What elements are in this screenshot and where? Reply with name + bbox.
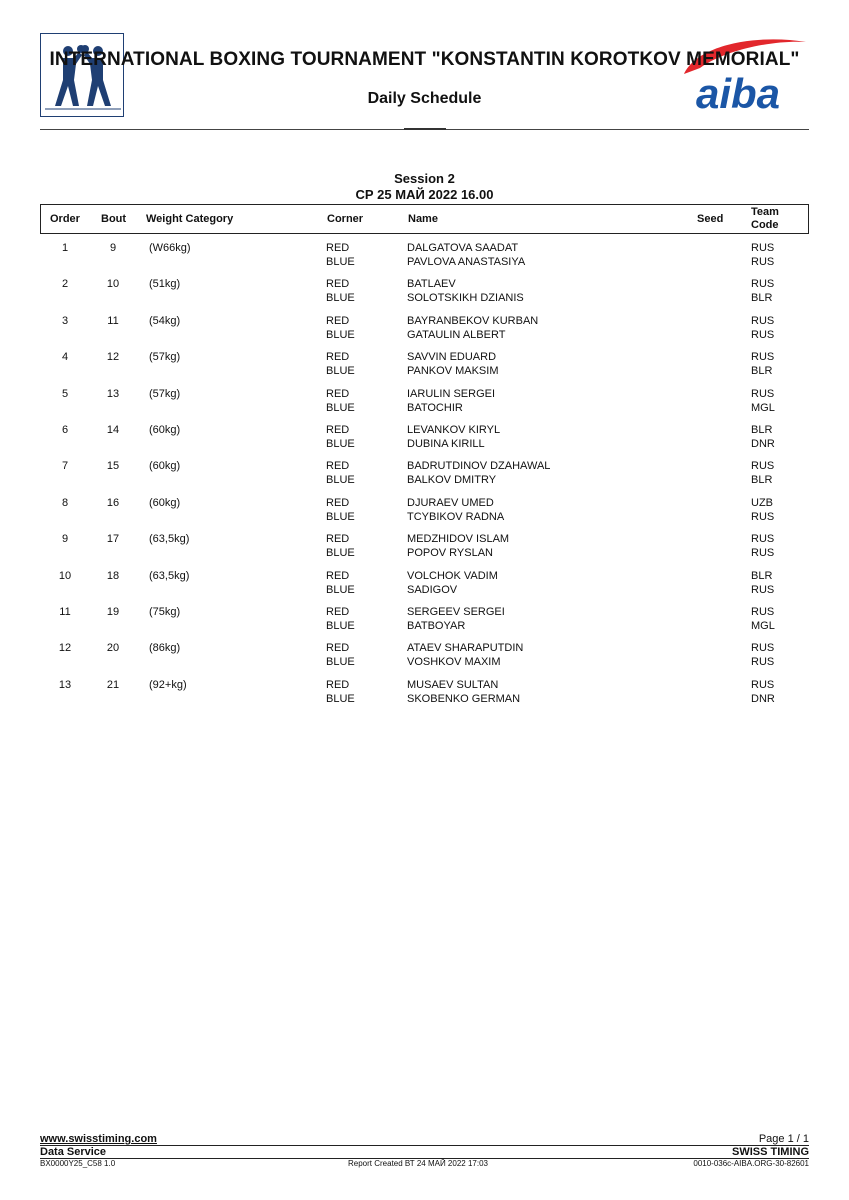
red-boxer-name: MUSAEV SULTAN — [407, 678, 499, 691]
table-row — [40, 350, 809, 386]
red-corner-label: RED — [326, 314, 350, 327]
table-row — [40, 569, 809, 605]
blue-team-code: DNR — [751, 692, 775, 705]
blue-corner-label: BLUE — [326, 547, 355, 560]
weight-category: (60kg) — [149, 423, 181, 436]
aiba-logo-text: aiba — [696, 70, 781, 114]
table-row — [40, 277, 809, 313]
blue-corner-label: BLUE — [326, 692, 355, 705]
page-subtitle: Daily Schedule — [367, 90, 482, 107]
bout-number: 19 — [106, 605, 120, 618]
blue-team-code: RUS — [751, 328, 775, 341]
blue-boxer-name: POPOV RYSLAN — [407, 547, 493, 560]
red-boxer-name: BATLAEV — [407, 278, 456, 291]
table-row — [40, 605, 809, 641]
red-corner-label: RED — [326, 387, 350, 400]
bout-number: 17 — [106, 533, 120, 546]
bout-order: 3 — [61, 314, 69, 327]
bout-order: 11 — [59, 605, 71, 618]
red-boxer-name: ATAEV SHARAPUTDIN — [407, 642, 524, 655]
weight-category: (W66kg) — [149, 242, 191, 254]
bout-number: 12 — [106, 351, 120, 364]
red-boxer-name: SAVVIN EDUARD — [407, 351, 497, 364]
table-row — [40, 241, 809, 277]
weight-category: (75kg) — [149, 605, 181, 618]
blue-corner-label: BLUE — [326, 510, 355, 523]
blue-corner-label: BLUE — [326, 365, 355, 378]
red-team-code: RUS — [751, 642, 775, 655]
bout-order: 2 — [61, 278, 69, 291]
blue-corner-label: BLUE — [326, 583, 355, 596]
blue-boxer-name: BATOCHIR — [407, 401, 463, 414]
footer-brand: SWISS TIMING — [732, 1146, 809, 1158]
bout-order: 13 — [58, 678, 72, 691]
footer-reference: 0010-036c-AIBA.ORG-30-82601 — [693, 1159, 809, 1168]
blue-corner-label: BLUE — [326, 619, 355, 632]
blue-team-code: DNR — [751, 437, 775, 450]
weight-category: (63,5kg) — [149, 533, 190, 546]
red-team-code: RUS — [751, 387, 775, 400]
blue-boxer-name: DUBINA KIRILL — [407, 437, 485, 450]
table-row — [40, 532, 809, 568]
column-team-label: Team — [751, 206, 779, 218]
blue-boxer-name: SOLOTSKIKH DZIANIS — [407, 292, 524, 305]
blue-corner-label: BLUE — [326, 401, 355, 414]
blue-team-code: RUS — [751, 656, 775, 669]
red-corner-label: RED — [326, 533, 350, 546]
footer-page-number: Page 1 / 1 — [758, 1133, 809, 1145]
blue-corner-label: BLUE — [326, 292, 355, 305]
blue-team-code: BLR — [751, 365, 773, 378]
red-boxer-name: BADRUTDINOV DZAHAWAL — [407, 460, 551, 473]
blue-boxer-name: GATAULIN ALBERT — [407, 328, 506, 341]
bout-number: 9 — [109, 242, 117, 254]
weight-category: (51kg) — [149, 278, 181, 291]
column-code-label: Code — [751, 219, 779, 231]
bout-number: 10 — [106, 278, 120, 291]
blue-team-code: RUS — [751, 583, 775, 596]
weight-category: (60kg) — [149, 460, 181, 473]
weight-category: (63,5kg) — [149, 569, 190, 582]
column-weight-category: Weight Category — [146, 213, 234, 225]
blue-boxer-name: SADIGOV — [407, 583, 458, 596]
red-team-code: UZB — [751, 496, 773, 509]
blue-team-code: BLR — [751, 474, 773, 487]
red-team-code: RUS — [751, 278, 775, 291]
bout-order: 12 — [58, 642, 72, 655]
bout-order: 10 — [58, 569, 72, 582]
blue-corner-label: BLUE — [326, 656, 355, 669]
red-corner-label: RED — [326, 496, 350, 509]
red-team-code: RUS — [751, 351, 775, 364]
red-corner-label: RED — [326, 678, 350, 691]
blue-boxer-name: VOSHKOV MAXIM — [407, 656, 501, 669]
bout-number: 13 — [106, 387, 120, 400]
bout-order: 6 — [61, 423, 69, 436]
red-boxer-name: LEVANKOV KIRYL — [407, 423, 501, 436]
red-team-code: BLR — [751, 423, 773, 436]
session-heading — [0, 171, 849, 203]
footer-service: Data Service — [40, 1146, 107, 1158]
red-corner-label: RED — [326, 569, 350, 582]
table-row — [40, 423, 809, 459]
red-corner-label: RED — [326, 351, 350, 364]
footer-url-link[interactable]: www.swisstiming.com — [40, 1133, 157, 1145]
session-datetime: СР 25 МАЙ 2022 16.00 — [355, 187, 494, 202]
column-name: Name — [408, 213, 438, 225]
red-team-code: BLR — [751, 569, 773, 582]
blue-corner-label: BLUE — [326, 474, 355, 487]
blue-boxer-name: TCYBIKOV RADNA — [407, 510, 505, 523]
weight-category: (92+kg) — [149, 678, 187, 691]
red-team-code: RUS — [751, 314, 775, 327]
weight-category: (57kg) — [149, 387, 181, 400]
weight-category: (57kg) — [149, 351, 181, 364]
red-team-code: RUS — [751, 605, 775, 618]
red-team-code: RUS — [751, 678, 775, 691]
table-row — [40, 314, 809, 350]
column-seed: Seed — [697, 213, 724, 225]
red-corner-label: RED — [326, 423, 350, 436]
bout-table — [40, 241, 809, 714]
blue-boxer-name: SKOBENKO GERMAN — [407, 692, 521, 705]
blue-team-code: BLR — [751, 292, 773, 305]
column-corner: Corner — [327, 213, 364, 225]
blue-team-code: RUS — [751, 547, 775, 560]
red-team-code: RUS — [751, 242, 775, 254]
bout-order: 8 — [61, 496, 69, 509]
blue-team-code: RUS — [751, 256, 775, 268]
blue-corner-label: BLUE — [326, 328, 355, 341]
table-row — [40, 459, 809, 495]
bout-number: 18 — [106, 569, 120, 582]
column-order: Order — [50, 213, 80, 225]
red-boxer-name: IARULIN SERGEI — [407, 387, 496, 400]
bout-number: 11 — [107, 314, 119, 327]
red-corner-label: RED — [326, 242, 350, 254]
red-corner-label: RED — [326, 605, 350, 618]
table-row — [40, 387, 809, 423]
blue-team-code: RUS — [751, 510, 775, 523]
weight-category: (86kg) — [149, 642, 181, 655]
red-boxer-name: SERGEEV SERGEI — [407, 605, 505, 618]
table-row — [40, 678, 809, 714]
red-boxer-name: VOLCHOK VADIM — [407, 569, 498, 582]
red-boxer-name: DJURAEV UMED — [407, 496, 494, 509]
weight-category: (60kg) — [149, 496, 181, 509]
red-boxer-name: DALGATOVA SAADAT — [407, 242, 519, 254]
blue-team-code: MGL — [751, 619, 775, 632]
bout-order: 7 — [61, 460, 69, 473]
bout-order: 5 — [61, 387, 69, 400]
footer-report-code: BX0000Y25_C58 1.0 — [40, 1159, 116, 1168]
session-name: Session 2 — [394, 171, 455, 186]
bout-order: 1 — [61, 242, 69, 254]
blue-boxer-name: PANKOV MAKSIM — [407, 365, 499, 378]
header-divider-accent — [404, 128, 446, 130]
blue-boxer-name: BATBOYAR — [407, 619, 466, 632]
red-boxer-name: MEDZHIDOV ISLAM — [407, 533, 510, 546]
bout-order: 4 — [61, 351, 69, 364]
red-team-code: RUS — [751, 533, 775, 546]
red-corner-label: RED — [326, 460, 350, 473]
table-header — [40, 204, 809, 234]
column-team-code — [751, 206, 779, 232]
red-corner-label: RED — [326, 642, 350, 655]
table-row — [40, 641, 809, 677]
bout-number: 15 — [106, 460, 120, 473]
weight-category: (54kg) — [149, 314, 181, 327]
red-team-code: RUS — [751, 460, 775, 473]
blue-boxer-name: BALKOV DMITRY — [407, 474, 497, 487]
red-boxer-name: BAYRANBEKOV KURBAN — [407, 314, 539, 327]
bout-order: 9 — [61, 533, 69, 546]
footer-report-created: Report Created ВТ 24 МАЙ 2022 17:03 — [348, 1159, 488, 1168]
blue-corner-label: BLUE — [326, 256, 355, 268]
red-corner-label: RED — [326, 278, 350, 291]
table-row — [40, 496, 809, 532]
column-bout: Bout — [101, 213, 127, 225]
footer-divider — [40, 1145, 809, 1146]
page-title: INTERNATIONAL BOXING TOURNAMENT "KONSTANTIN KOROTKOV MEMORIAL" — [49, 49, 800, 70]
blue-boxer-name: PAVLOVA ANASTASIYA — [407, 256, 526, 268]
blue-corner-label: BLUE — [326, 437, 355, 450]
blue-team-code: MGL — [751, 401, 775, 414]
bout-number: 14 — [106, 423, 120, 436]
bout-number: 21 — [106, 678, 120, 691]
bout-number: 16 — [106, 496, 120, 509]
bout-number: 20 — [106, 642, 120, 655]
